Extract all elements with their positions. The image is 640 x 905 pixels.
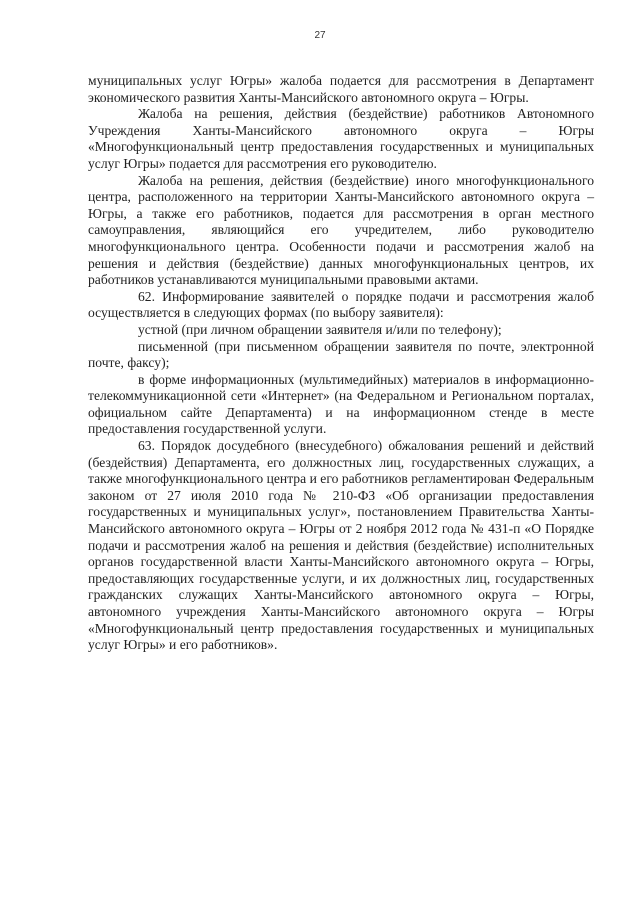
document-body [88,73,594,654]
list-item: устной (при личном обращении заявителя и/или по телефону); [138,321,502,337]
paragraph: Жалоба на решения, действия (бездействие) работников Автономного Учреждения Ханты-Мансийского автономного округа – Югры «Многофункциональный центр предоставления государственных и муниципальных услуг Югры» подается для рассмотрения его руководителю. [88,106,594,171]
paragraph: муниципальных услуг Югры» жалоба подается для рассмотрения в Департамент экономического развития Ханты-Мансийского автономного округа – Югры. [88,73,594,105]
list-item: в форме информационных (мультимедийных) материалов в информационно-телекоммуникационной сети «Интернет» (на Федеральном и Региональном порталах, официальном сайте Департамента) и на информационном стенде в месте предоставления государственной услуги. [88,371,594,437]
paragraph-item-62: 62. Информирование заявителей о порядке подачи и рассмотрения жалоб осуществляется в следующих формах (по выбору заявителя): [88,288,594,321]
list-item: письменной (при письменном обращении заявителя по почте, электронной почте, факсу); [88,338,594,371]
paragraph-item-63: 63. Порядок досудебного (внесудебного) обжалования решений и действий (бездействия) Департамента, его должностных лиц, государственных служащих, а также многофункционального центра и его работников регламентирован Федеральным законом от 27 июля 2010 года № 210-ФЗ «Об организации предоставления государственных и муниципальных услуг», постановлением Правительства Ханты-Мансийского автономного округа – Югры от 2 ноября 2012 года № 431-п «О Порядке подачи и рассмотрения жалоб на решения и действия (бездействие) исполнительных органов государственной власти Ханты-Мансийского автономного округа – Югры, предоставляющих государственные услуги, и их должностных лиц, государственных гражданских служащих Ханты-Мансийского автономного округа – Югры, автономного учреждения Ханты-Мансийского автономного округа – Югры «Многофункциональный центр предоставления государственных и муниципальных услуг Югры» и его работников». [88,438,594,653]
paragraph: Жалоба на решения, действия (бездействие) иного многофункционального центра, расположенного на территории Ханты-Мансийского автономного округа – Югры, а также его работников, подается для рассмотрения в орган местного самоуправления, являющийся его учредителем, либо руководителю многофункционального центра. Особенности подачи и рассмотрения жалоб на решения и действия (бездействие) данных многофункциональных центров, их работников устанавливаются муниципальными правовыми актами. [88,172,594,288]
page-number: 27 [314,30,326,41]
